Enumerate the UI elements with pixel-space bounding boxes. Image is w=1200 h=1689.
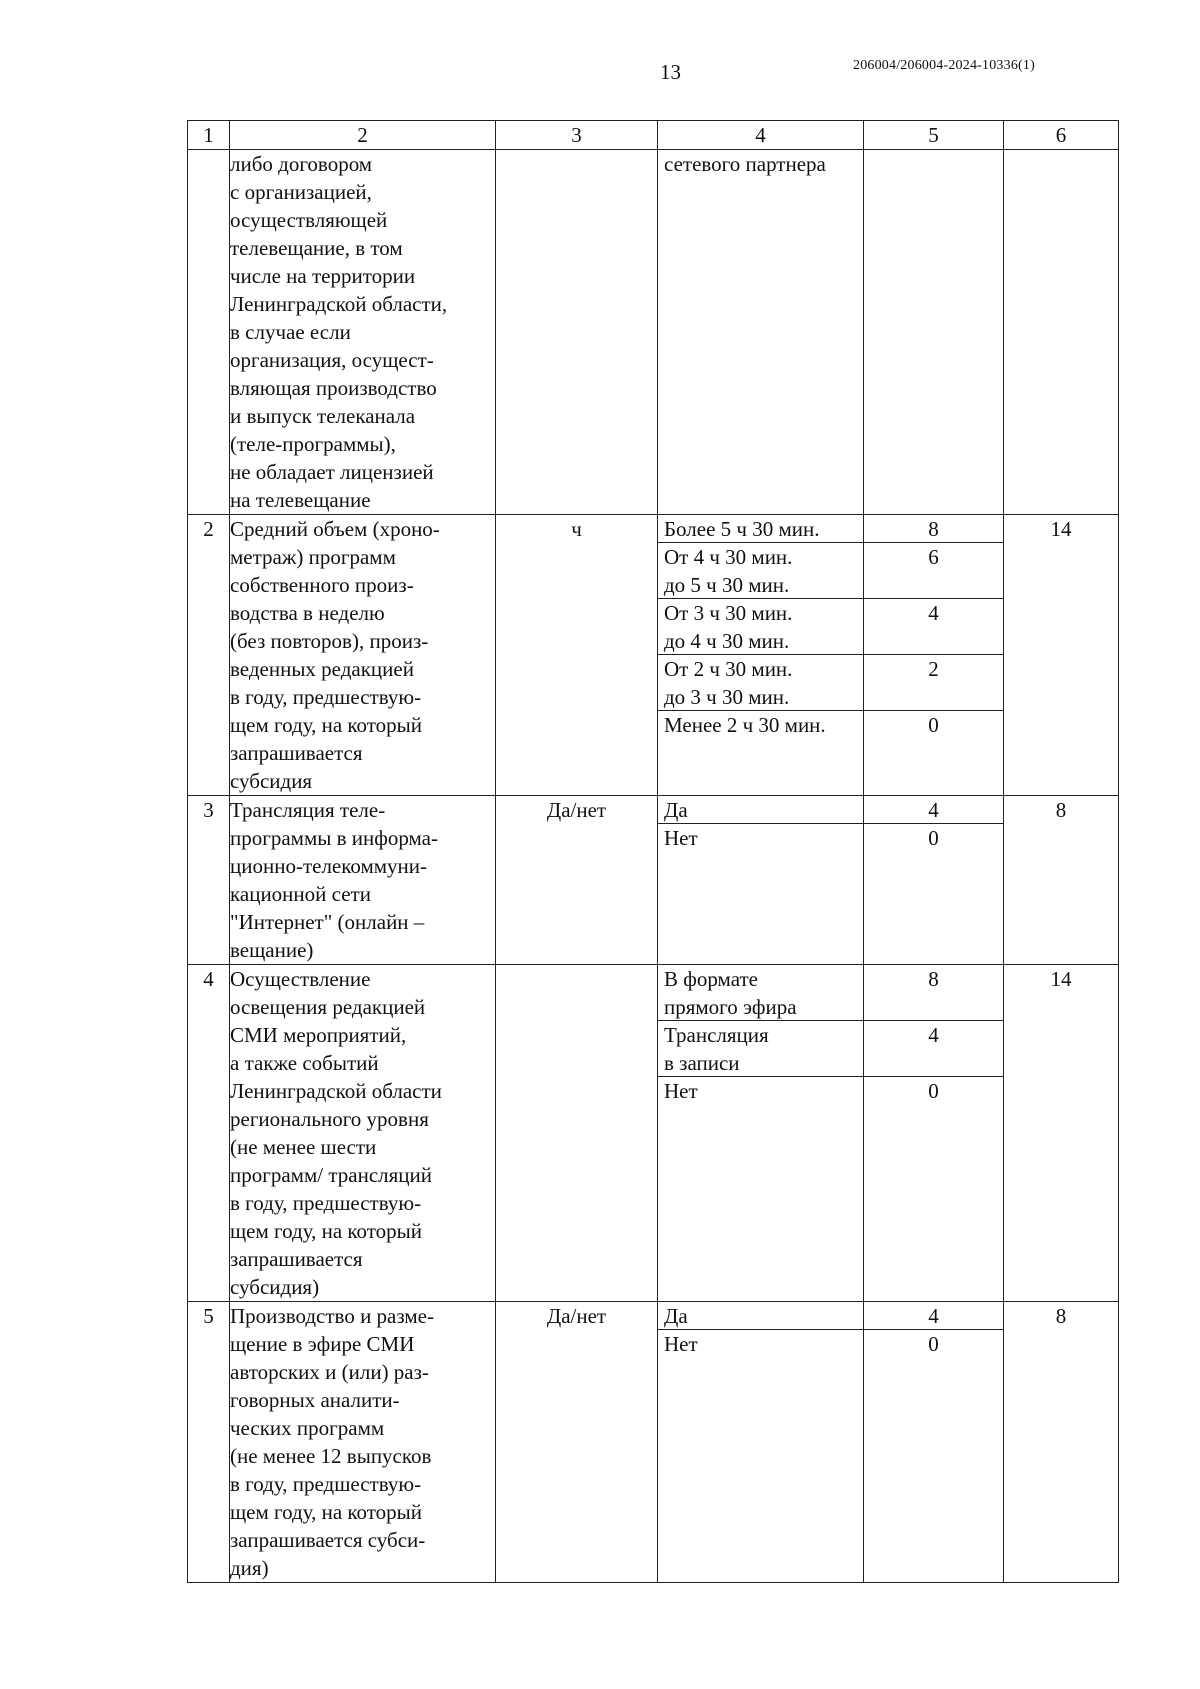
options-cell bbox=[658, 796, 864, 965]
max-points: 14 bbox=[1050, 517, 1072, 541]
criterion-text-line: дия) bbox=[230, 1556, 269, 1580]
option-points: 4 bbox=[864, 796, 1003, 824]
option-label bbox=[658, 655, 863, 711]
column-header-row bbox=[188, 121, 1119, 150]
criterion-text-line: Осуществление bbox=[230, 967, 371, 991]
criterion-text-line: щем году, на который bbox=[230, 1500, 423, 1524]
criterion-text-line: собственного произ- bbox=[230, 573, 414, 597]
criterion-text-line: запрашивается субси- bbox=[230, 1528, 426, 1552]
criterion-text-line: СМИ мероприятий, bbox=[230, 1023, 407, 1047]
criterion-text-line: телевещание, в том bbox=[230, 236, 403, 260]
option-label bbox=[658, 543, 863, 599]
criterion-text-line: программ/ трансляций bbox=[230, 1163, 433, 1187]
unit-value: Да/нет bbox=[546, 1304, 607, 1328]
criterion-text-line: "Интернет" (онлайн – bbox=[230, 910, 425, 934]
criterion-text-line: вещание) bbox=[230, 938, 314, 962]
criterion-text-line: а также событий bbox=[230, 1051, 379, 1075]
criterion-text-line: на телевещание bbox=[230, 488, 371, 512]
row-number: 2 bbox=[203, 517, 214, 541]
option-label bbox=[658, 796, 863, 824]
criteria-table bbox=[187, 120, 1119, 1583]
criterion-cell bbox=[230, 150, 496, 515]
criterion-text-line: щем году, на который bbox=[230, 1219, 423, 1243]
criterion-text-line: говорных аналити- bbox=[230, 1388, 400, 1412]
criterion-text-line: запрашивается bbox=[230, 1247, 363, 1271]
option-text-line: Нет bbox=[664, 1332, 698, 1356]
option-text-line: Трансляция bbox=[664, 1023, 769, 1047]
criterion-text-line: и выпуск телеканала bbox=[230, 404, 416, 428]
option-points: 6 bbox=[864, 543, 1003, 599]
row-number-cell bbox=[188, 796, 230, 965]
table-row bbox=[188, 796, 1119, 965]
option-text-line: Нет bbox=[664, 1079, 698, 1103]
criterion-text-line: запрашивается bbox=[230, 741, 363, 765]
column-header: 1 bbox=[188, 121, 230, 150]
row-number-cell bbox=[188, 965, 230, 1302]
option-text-line: От 2 ч 30 мин. bbox=[664, 657, 793, 681]
option-label bbox=[658, 150, 863, 178]
unit-cell bbox=[496, 796, 658, 965]
criterion-text-line: числе на территории bbox=[230, 264, 416, 288]
criterion-text-line: субсидия bbox=[230, 769, 313, 793]
column-header: 6 bbox=[1004, 121, 1119, 150]
option-points: 0 bbox=[928, 1079, 939, 1103]
option-label bbox=[658, 599, 863, 655]
unit-value: ч bbox=[571, 517, 582, 541]
column-header: 2 bbox=[230, 121, 496, 150]
option-label bbox=[658, 1302, 863, 1330]
option-text-line: Да bbox=[664, 1304, 688, 1328]
options-cell bbox=[658, 150, 864, 515]
criterion-text-line: Трансляция теле- bbox=[230, 798, 386, 822]
criterion-cell bbox=[230, 1302, 496, 1583]
points-cell bbox=[864, 796, 1004, 965]
criterion-text-line: освещения редакцией bbox=[230, 995, 426, 1019]
option-points: 4 bbox=[864, 1302, 1003, 1330]
option-text-line: до 4 ч 30 мин. bbox=[664, 629, 790, 653]
criterion-text-line: кационной сети bbox=[230, 882, 371, 906]
option-label bbox=[658, 1077, 863, 1105]
criterion-text-line: водства в неделю bbox=[230, 601, 385, 625]
criterion-text-line: с организацией, bbox=[230, 180, 372, 204]
option-label bbox=[658, 824, 863, 852]
option-text-line: до 5 ч 30 мин. bbox=[664, 573, 790, 597]
option-text-line: Да bbox=[664, 798, 688, 822]
criterion-text-line: регионального уровня bbox=[230, 1107, 429, 1131]
option-label bbox=[658, 711, 863, 739]
column-header: 3 bbox=[496, 121, 658, 150]
criterion-text-line: щение в эфире СМИ bbox=[230, 1332, 415, 1356]
points-cell bbox=[864, 515, 1004, 796]
criterion-text-line: организация, осущест- bbox=[230, 348, 434, 372]
options-cell bbox=[658, 965, 864, 1302]
page-number: 13 bbox=[660, 60, 681, 84]
criterion-text-line: вляющая производство bbox=[230, 376, 437, 400]
option-points: 0 bbox=[928, 826, 939, 850]
row-number-cell bbox=[188, 515, 230, 796]
document-id: 206004/206004-2024-10336(1) bbox=[853, 58, 1035, 73]
criterion-text-line: программы в информа- bbox=[230, 826, 439, 850]
points-cell bbox=[864, 965, 1004, 1302]
option-text-line: Нет bbox=[664, 826, 698, 850]
criterion-text-line: ционно-телекоммуни- bbox=[230, 854, 428, 878]
option-label bbox=[658, 1021, 863, 1077]
max-points: 8 bbox=[1055, 1304, 1067, 1328]
criterion-text-line: в году, предшествую- bbox=[230, 1191, 422, 1215]
unit-cell bbox=[496, 1302, 658, 1583]
option-text-line: От 4 ч 30 мин. bbox=[664, 545, 793, 569]
option-points: 4 bbox=[864, 1021, 1003, 1077]
criterion-text-line: субсидия) bbox=[230, 1275, 320, 1299]
criterion-text-line: в году, предшествую- bbox=[230, 685, 422, 709]
criterion-text-line: авторских и (или) раз- bbox=[230, 1360, 429, 1384]
criterion-text-line: щем году, на который bbox=[230, 713, 423, 737]
table-row bbox=[188, 515, 1119, 796]
criterion-text-line: в случае если bbox=[230, 320, 351, 344]
table-row bbox=[188, 965, 1119, 1302]
option-label bbox=[658, 965, 863, 1021]
criterion-text-line: веденных редакцией bbox=[230, 657, 414, 681]
criterion-text-line: Производство и разме- bbox=[230, 1304, 434, 1328]
option-text-line: до 3 ч 30 мин. bbox=[664, 685, 790, 709]
criterion-text-line: ческих программ bbox=[230, 1416, 385, 1440]
criterion-text-line: в году, предшествую- bbox=[230, 1472, 422, 1496]
max-points: 14 bbox=[1050, 967, 1072, 991]
option-points: 2 bbox=[864, 655, 1003, 711]
column-header: 4 bbox=[658, 121, 864, 150]
criterion-text-line: Ленинградской области bbox=[230, 1079, 442, 1103]
row-number-cell bbox=[188, 1302, 230, 1583]
points-cell bbox=[864, 1302, 1004, 1583]
option-text-line: Более 5 ч 30 мин. bbox=[664, 517, 820, 541]
criterion-cell bbox=[230, 515, 496, 796]
criterion-text-line: метраж) программ bbox=[230, 545, 396, 569]
unit-cell bbox=[496, 150, 658, 515]
max-points: 8 bbox=[1055, 798, 1067, 822]
row-number: 3 bbox=[203, 798, 214, 822]
option-label bbox=[658, 1330, 863, 1358]
option-text-line: в записи bbox=[664, 1051, 740, 1075]
max-points-cell bbox=[1004, 965, 1119, 1302]
option-points: 0 bbox=[928, 1332, 939, 1356]
criterion-text-line: Средний объем (хроно- bbox=[230, 517, 440, 541]
criterion-text-line: не обладает лицензией bbox=[230, 460, 434, 484]
table-row bbox=[188, 150, 1119, 515]
option-points: 8 bbox=[864, 515, 1003, 543]
option-text-line: В формате bbox=[664, 967, 758, 991]
unit-cell bbox=[496, 965, 658, 1302]
max-points-cell bbox=[1004, 1302, 1119, 1583]
option-text-line: От 3 ч 30 мин. bbox=[664, 601, 793, 625]
option-text-line: сетевого партнера bbox=[664, 152, 826, 176]
criterion-text-line: (теле-программы), bbox=[230, 432, 396, 456]
table-row bbox=[188, 1302, 1119, 1583]
option-points: 8 bbox=[864, 965, 1003, 1021]
criterion-text-line: Ленинградской области, bbox=[230, 292, 448, 316]
row-number: 4 bbox=[203, 967, 214, 991]
criterion-text-line: либо договором bbox=[230, 152, 373, 176]
row-number-cell bbox=[188, 150, 230, 515]
column-header: 5 bbox=[864, 121, 1004, 150]
max-points-cell bbox=[1004, 150, 1119, 515]
criterion-cell bbox=[230, 965, 496, 1302]
options-cell bbox=[658, 1302, 864, 1583]
max-points-cell bbox=[1004, 515, 1119, 796]
options-cell bbox=[658, 515, 864, 796]
unit-value: Да/нет bbox=[546, 798, 607, 822]
option-text-line: прямого эфира bbox=[664, 995, 797, 1019]
criterion-text-line: осуществляющей bbox=[230, 208, 388, 232]
criterion-cell bbox=[230, 796, 496, 965]
option-points bbox=[864, 150, 1003, 178]
row-number: 5 bbox=[203, 1304, 214, 1328]
criterion-text-line: (не менее 12 выпусков bbox=[230, 1444, 432, 1468]
option-points: 0 bbox=[928, 713, 939, 737]
criterion-text-line: (не менее шести bbox=[230, 1135, 377, 1159]
option-points: 4 bbox=[864, 599, 1003, 655]
unit-cell bbox=[496, 515, 658, 796]
option-text-line: Менее 2 ч 30 мин. bbox=[664, 713, 826, 737]
max-points-cell bbox=[1004, 796, 1119, 965]
option-label bbox=[658, 515, 863, 543]
points-cell bbox=[864, 150, 1004, 515]
criterion-text-line: (без повторов), произ- bbox=[230, 629, 429, 653]
